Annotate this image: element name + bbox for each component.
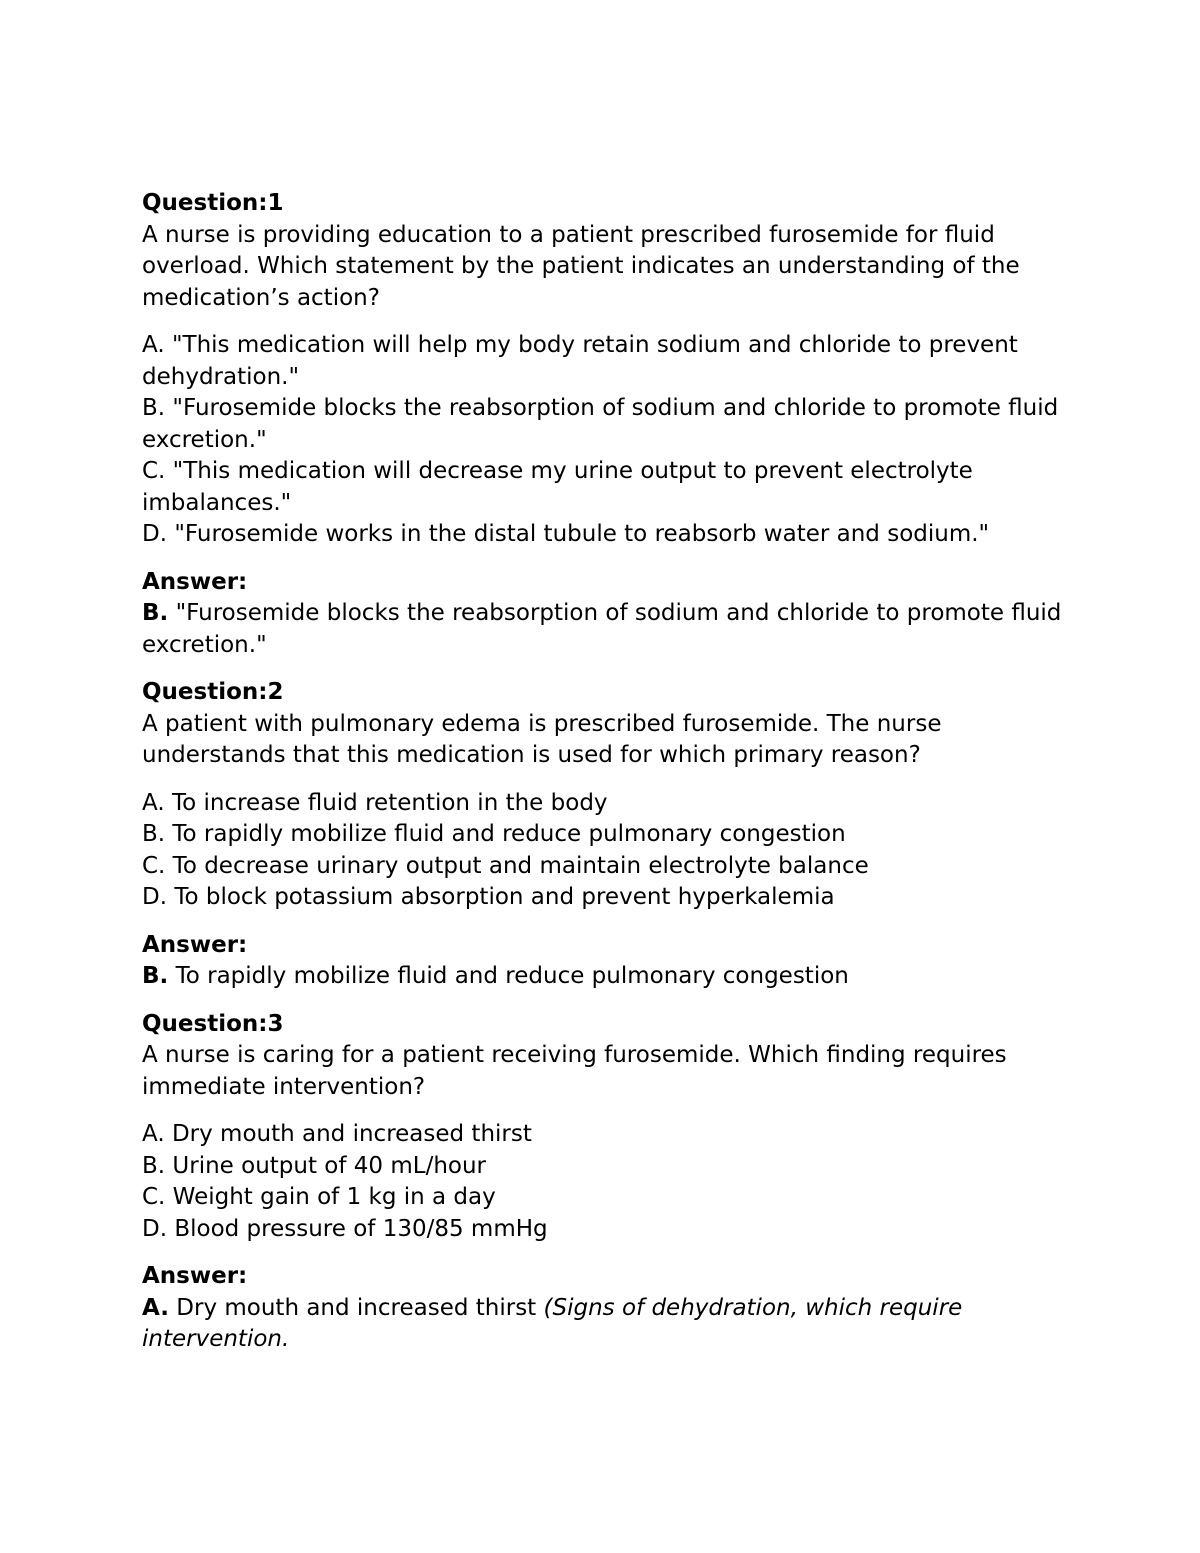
option-list <box>142 788 1072 914</box>
option-a: A. "This medication will help my body retain sodium and chloride to prevent dehydration." <box>142 332 1018 390</box>
option-c: C. Weight gain of 1 kg in a day <box>142 1184 496 1210</box>
option-b: B. To rapidly mobilize fluid and reduce pulmonary congestion <box>142 821 846 847</box>
option-d: D. To block potassium absorption and prevent hyperkalemia <box>142 884 835 910</box>
question-title: Question:1 <box>142 190 284 216</box>
option-b: B. "Furosemide blocks the reabsorption of sodium and chloride to promote fluid excretion." <box>142 395 1059 453</box>
answer-letter: A. <box>142 1294 169 1321</box>
answer-letter: B. <box>142 600 169 626</box>
option-d: D. Blood pressure of 130/85 mmHg <box>142 1215 548 1242</box>
answer-note: (Signs of dehydration, which require intervention. <box>142 1294 963 1352</box>
answer <box>142 598 1072 661</box>
question-title: Question:2 <box>142 679 284 705</box>
question-1 <box>142 188 1072 661</box>
answer-heading: Answer: <box>142 931 248 958</box>
question-stem: A nurse is providing education to a patient prescribed furosemide for fluid overload. Which statement by the patient indicates an understanding of the medication’s action? <box>142 221 1020 311</box>
option-c: C. "This medication will decrease my urine output to prevent electrolyte imbalances." <box>142 458 973 516</box>
answer-text: "Furosemide blocks the reabsorption of sodium and chloride to promote fluid excretion." <box>142 600 1062 658</box>
answer-text: To rapidly mobilize fluid and reduce pulmonary congestion <box>168 963 849 989</box>
option-list <box>142 330 1072 551</box>
question-2 <box>142 677 1072 993</box>
answer-heading: Answer: <box>142 1263 248 1289</box>
answer <box>142 961 1072 993</box>
answer-text: Dry mouth and increased thirst <box>168 1294 544 1321</box>
option-d: D. "Furosemide works in the distal tubule to reabsorb water and sodium." <box>142 521 990 547</box>
question-3 <box>142 1009 1072 1356</box>
question-stem: A nurse is caring for a patient receiving furosemide. Which finding requires immediate intervention? <box>142 1042 1007 1100</box>
option-c: C. To decrease urinary output and maintain electrolyte balance <box>142 852 869 879</box>
option-a: A. To increase fluid retention in the body <box>142 789 608 816</box>
answer-letter: B. <box>142 963 169 989</box>
answer <box>142 1293 1072 1356</box>
question-stem: A patient with pulmonary edema is prescribed furosemide. The nurse understands that this medication is used for which primary reason? <box>142 710 942 768</box>
option-list <box>142 1119 1072 1245</box>
option-b: B. Urine output of 40 mL/hour <box>142 1152 487 1179</box>
document-page <box>142 188 1072 1372</box>
option-a: A. Dry mouth and increased thirst <box>142 1121 532 1147</box>
question-title: Question:3 <box>142 1010 284 1037</box>
answer-heading: Answer: <box>142 568 248 595</box>
